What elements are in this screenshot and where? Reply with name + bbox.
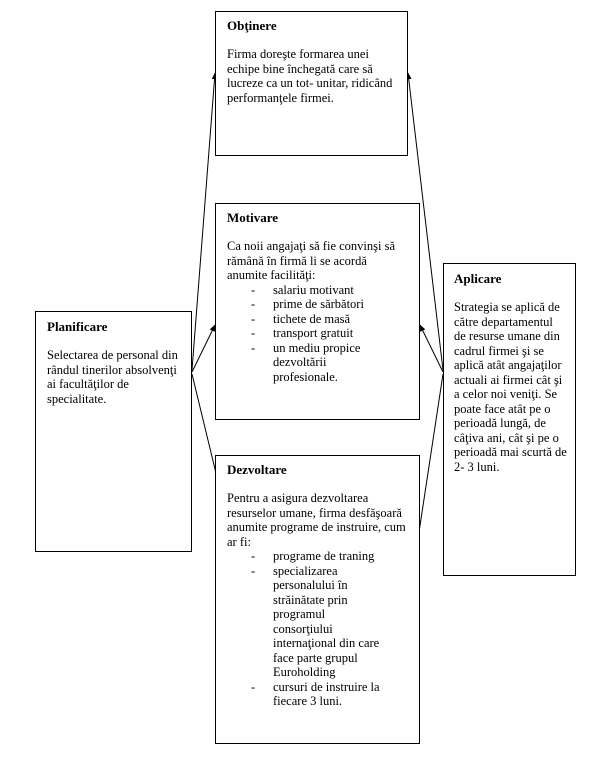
list-item: - un mediu propice dezvoltării profesionale. — [227, 341, 409, 385]
list-item: - salariu motivant — [227, 283, 409, 298]
obtinere-title: Obţinere — [227, 18, 277, 33]
motivare-list — [227, 283, 409, 385]
obtinere-box — [215, 11, 408, 156]
obtinere-text: Firma doreşte formarea unei echipe bine închegată care să lucreze ca un tot- unitar, ridicând performanţele firmei. — [227, 47, 393, 105]
planificare-title: Planificare — [47, 319, 108, 334]
list-item: - specializarea personalului în străinătate prin programul consorţiului internaţional din care face parte grupul Euroholding — [227, 564, 409, 680]
motivare-box — [215, 203, 420, 420]
list-item: - transport gratuit — [227, 326, 409, 341]
motivare-text: Ca noii angajaţi să fie convinşi să rămână în firmă li se acordă anumite facilităţi: — [227, 239, 396, 282]
arrow-planificare-to-obtinere — [192, 73, 215, 370]
motivare-title: Motivare — [227, 210, 279, 225]
dezvoltare-list — [227, 549, 409, 709]
list-item: - prime de sărbători — [227, 297, 409, 312]
dezvoltare-title: Dezvoltare — [227, 462, 287, 477]
dezvoltare-box — [215, 455, 420, 744]
arrow-planificare-to-motivare — [192, 325, 215, 372]
aplicare-title: Aplicare — [454, 271, 502, 286]
list-item: - cursuri de instruire la fiecare 3 luni. — [227, 680, 409, 709]
dezvoltare-text: Pentru a asigura dezvoltarea resurselor umane, firma desfăşoară anumite programe de instruire, cum ar fi: — [227, 491, 406, 549]
planificare-text: Selectarea de personal din rândul tinerilor absolvenţi ai facultăţilor de specialitate. — [47, 348, 178, 406]
list-item: - tichete de masă — [227, 312, 409, 327]
planificare-box — [35, 311, 192, 552]
list-item: - programe de traning — [227, 549, 409, 564]
aplicare-box — [443, 263, 576, 576]
arrow-aplicare-to-motivare — [420, 325, 443, 372]
aplicare-text: Strategia se aplică de către departamentul de resurse umane din cadrul firmei şi se aplică atât angajaţilor actuali ai firmei cât şi a celor noi veniţi. Se poate face atât pe o perioadă lungă, de câţiva ani, cât şi pe o perioadă mai scurtă de 2- 3 luni. — [454, 300, 567, 474]
